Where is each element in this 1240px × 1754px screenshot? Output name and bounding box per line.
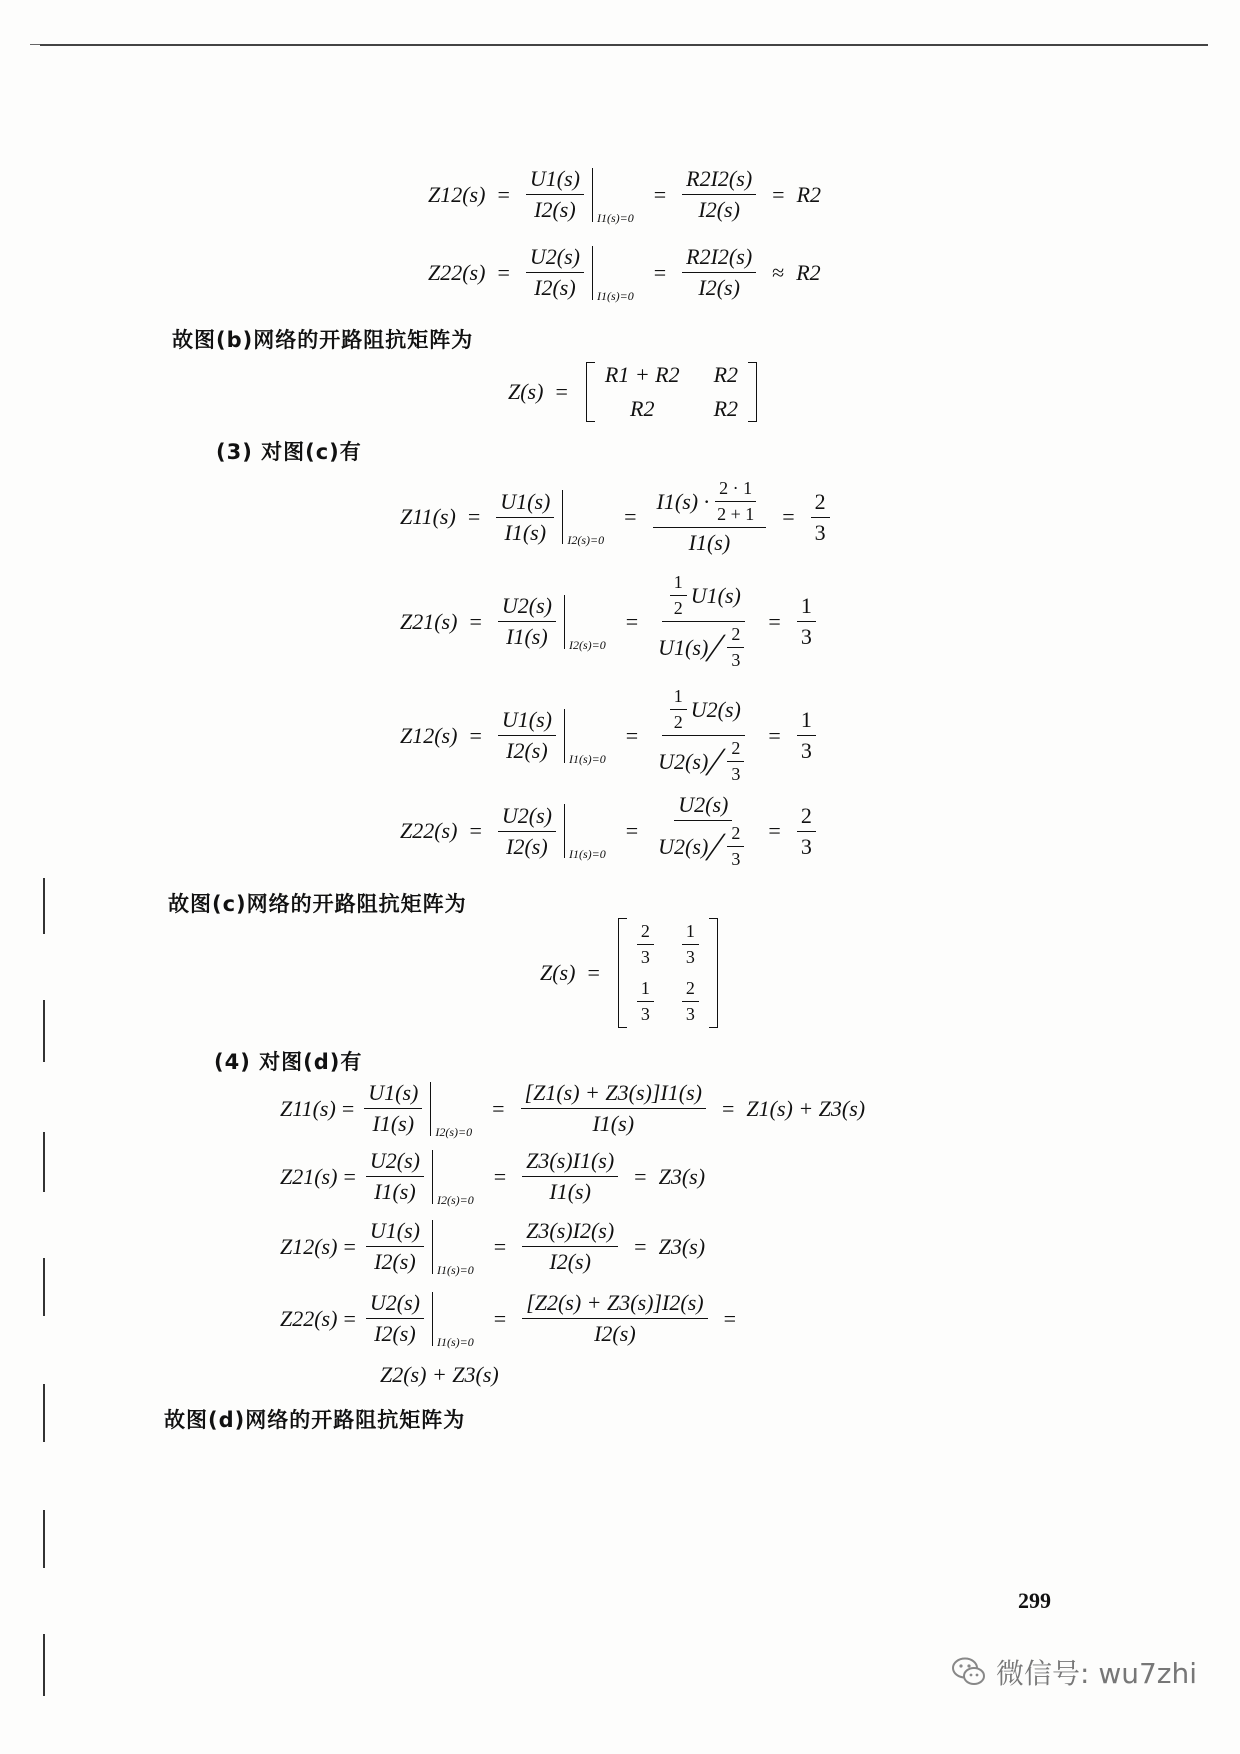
numerator: U1(s) [526, 166, 584, 195]
numerator: [Z2(s) + Z3(s)]I2(s) [522, 1290, 707, 1319]
numerator [662, 572, 745, 622]
evaluation-bar [564, 709, 606, 766]
equals-sign: = [653, 181, 667, 207]
fraction [654, 572, 752, 671]
denominator [654, 821, 752, 870]
equals-sign: = [624, 504, 637, 529]
evaluation-bar [592, 168, 634, 225]
eq-lhs: Z12(s) [400, 722, 458, 748]
fraction [713, 478, 758, 525]
b-conclusion-text: 故图(b)网络的开路阻抗矩阵为 [172, 328, 474, 352]
equation-d-z11 [280, 1080, 865, 1137]
denominator-term: U1(s) [658, 634, 709, 660]
equals-sign: = [493, 1233, 507, 1259]
equals-sign: = [625, 722, 639, 748]
margin-mark [43, 1510, 45, 1568]
numerator: 1 [797, 593, 816, 622]
denominator [654, 622, 752, 671]
right-bracket [748, 362, 757, 422]
denominator: I2(s) [594, 1321, 636, 1346]
equation-c-z22 [400, 792, 820, 870]
eq-lhs: Z21(s) [400, 608, 458, 634]
denominator: I2(s) [506, 738, 548, 763]
numerator: Z3(s)I1(s) [522, 1148, 618, 1177]
numerator: 2 [811, 489, 830, 518]
matrix-cell: R2 [630, 396, 655, 421]
numerator: 2 [682, 978, 699, 1002]
fraction [366, 1290, 424, 1347]
denominator: 3 [731, 764, 741, 784]
condition: I2(s)=0 [435, 1124, 473, 1139]
fraction [797, 593, 816, 650]
numerator: Z3(s)I2(s) [522, 1218, 618, 1247]
denominator: I1(s) [504, 519, 547, 545]
numerator: [Z1(s) + Z3(s)]I1(s) [521, 1080, 706, 1109]
numerator: U2(s) [674, 792, 732, 821]
equals-sign: = [493, 1305, 507, 1331]
denominator: I2(s) [374, 1321, 416, 1346]
fraction [670, 686, 687, 733]
margin-mark [43, 1258, 45, 1316]
fraction [366, 1218, 424, 1275]
fraction [498, 707, 556, 764]
equals-sign: = [625, 818, 639, 843]
equation-d-z21 [280, 1148, 705, 1205]
top-rule [40, 44, 1208, 46]
matrix-grid [595, 358, 748, 426]
equals-sign: = [768, 722, 781, 748]
evaluation-bar [564, 595, 606, 652]
condition: I2(s)=0 [567, 533, 605, 547]
equation-c-z12 [400, 686, 820, 785]
numerator: U2(s) [366, 1290, 424, 1319]
equals-sign: = [341, 1095, 355, 1121]
equation-c-z11 [400, 478, 834, 556]
fraction [797, 707, 816, 764]
eq-result: Z2(s) + Z3(s) [380, 1362, 499, 1387]
numerator: 2 [727, 738, 744, 762]
numerator: U2(s) [366, 1148, 424, 1177]
matrix-cell: R2 [713, 396, 739, 421]
equals-sign: = [634, 1163, 647, 1189]
denominator: I1(s) [592, 1111, 635, 1136]
equals-sign: = [492, 1095, 505, 1121]
equation-d-z22-continued [380, 1362, 499, 1388]
eq-lhs: Z11(s) [400, 504, 456, 529]
fraction [521, 1080, 706, 1137]
denominator-term: U2(s) [658, 833, 709, 859]
denominator: 3 [800, 624, 812, 649]
evaluation-bar [592, 246, 634, 303]
margin-mark [43, 1000, 45, 1062]
equals-sign: = [721, 1095, 735, 1121]
margin-mark [43, 1634, 45, 1696]
margin-mark [43, 1132, 45, 1192]
equals-sign: = [768, 608, 781, 634]
numerator: 2 · 1 [715, 478, 756, 502]
equals-sign: = [343, 1163, 356, 1189]
numerator [653, 478, 767, 528]
fraction [498, 593, 556, 650]
denominator: I2(s) [534, 197, 576, 222]
denominator: I2(s) [374, 1249, 416, 1274]
equals-sign: = [467, 504, 481, 529]
equals-sign: = [625, 608, 639, 634]
evaluation-bar [562, 490, 605, 547]
equation-b-z12 [428, 166, 821, 223]
equals-sign: = [343, 1305, 356, 1331]
fraction [654, 792, 752, 870]
matrix-c [540, 918, 718, 1028]
denominator: I1(s) [372, 1111, 415, 1136]
denominator: 2 [673, 712, 683, 732]
watermark [952, 1652, 1197, 1692]
fraction [727, 738, 744, 785]
page-number: 299 [1018, 1588, 1051, 1613]
denominator: 3 [685, 947, 695, 967]
equals-sign: = [782, 504, 795, 529]
equation-d-z12 [280, 1218, 705, 1275]
fraction [682, 244, 756, 301]
matrix-cell: R2 [713, 362, 739, 387]
equals-sign: = [343, 1233, 356, 1259]
numerator: 1 [637, 978, 654, 1002]
numerator [662, 686, 745, 736]
eq-result: Z1(s) + Z3(s) [746, 1095, 866, 1121]
numerator: R2I2(s) [682, 166, 756, 195]
equals-sign: = [469, 722, 482, 748]
condition: I1(s)=0 [596, 288, 634, 303]
denominator-term: U2(s) [658, 748, 709, 774]
numerator-term: U2(s) [690, 696, 741, 722]
denominator: 3 [731, 849, 741, 869]
denominator: I2(s) [534, 275, 576, 300]
left-bracket [586, 362, 595, 422]
denominator: I1(s) [506, 624, 548, 649]
equals-sign: = [772, 181, 785, 207]
equals-sign: = [497, 181, 510, 207]
eq-lhs: Z22(s) [400, 818, 458, 843]
condition: I1(s)=0 [596, 210, 634, 225]
slash: / [702, 625, 730, 670]
denominator: 2 + 1 [717, 504, 755, 524]
evaluation-bar [564, 804, 606, 861]
equals-sign: = [493, 1163, 507, 1189]
denominator: I2(s) [506, 833, 548, 859]
fraction [811, 489, 830, 546]
fraction [682, 166, 756, 223]
evaluation-bar [432, 1220, 474, 1277]
numerator: 2 [637, 921, 654, 945]
d-heading-text: (4) 对图(d)有 [214, 1050, 363, 1074]
fraction [797, 803, 816, 860]
slash: / [702, 739, 730, 784]
left-bracket [618, 918, 627, 1028]
condition: I1(s)=0 [436, 1334, 474, 1349]
wechat-icon [952, 1657, 986, 1687]
numerator: 2 [797, 803, 816, 832]
denominator: I1(s) [688, 530, 731, 555]
numerator: R2I2(s) [682, 244, 756, 273]
numerator: U1(s) [496, 489, 554, 518]
condition: I2(s)=0 [568, 637, 606, 652]
denominator: I1(s) [549, 1179, 591, 1204]
condition: I2(s)=0 [436, 1192, 474, 1207]
equals-sign: = [497, 259, 510, 285]
equals-sign: = [768, 818, 781, 843]
condition: I1(s)=0 [568, 847, 606, 861]
denominator: I2(s) [698, 197, 740, 222]
denominator: I2(s) [549, 1249, 591, 1274]
fraction [727, 823, 744, 870]
fraction [364, 1080, 422, 1137]
numerator: 1 [670, 572, 687, 596]
numerator: 2 [727, 823, 744, 847]
denominator: 2 [673, 598, 683, 618]
eq-result: Z3(s) [658, 1163, 706, 1189]
eq-lhs: Z11(s) [280, 1095, 336, 1121]
matrix-cell: R1 + R2 [604, 362, 680, 387]
fraction [366, 1148, 424, 1205]
denominator [654, 736, 752, 785]
equals-sign: = [469, 608, 482, 634]
fraction [727, 624, 744, 671]
evaluation-bar [432, 1292, 474, 1349]
equals-sign: = [653, 259, 667, 285]
numerator: 1 [670, 686, 687, 710]
eq-lhs: Z12(s) [428, 181, 486, 207]
right-bracket [709, 918, 718, 1028]
c-heading-text: (3) 对图(c)有 [216, 440, 362, 464]
eq-lhs: Z21(s) [280, 1163, 338, 1189]
evaluation-bar [430, 1082, 473, 1139]
equation-b-z22 [428, 244, 821, 301]
denominator: 3 [640, 1004, 650, 1024]
matrix-b [508, 358, 757, 426]
equation-c-z21 [400, 572, 820, 671]
fraction [522, 1148, 618, 1205]
matrix-cell [682, 921, 699, 968]
watermark-text: 微信号: wu7zhi [996, 1657, 1198, 1690]
fraction [654, 686, 752, 785]
equals-sign: = [723, 1305, 737, 1331]
evaluation-bar [432, 1150, 474, 1207]
matrix [586, 358, 757, 426]
numerator: U1(s) [364, 1080, 422, 1109]
matrix-lhs: Z(s) [540, 960, 576, 985]
fraction [522, 1218, 618, 1275]
matrix-cell [637, 978, 654, 1025]
eq-result: R2 [796, 259, 821, 285]
denominator: 3 [800, 833, 812, 859]
numerator: 2 [727, 624, 744, 648]
matrix-grid [627, 919, 709, 1027]
fraction [498, 803, 556, 860]
matrix-lhs: Z(s) [508, 379, 544, 404]
numerator: U2(s) [498, 803, 556, 832]
condition: I1(s)=0 [436, 1262, 474, 1277]
equals-sign: = [587, 960, 600, 985]
approx-sign: ≈ [772, 259, 785, 285]
denominator: I2(s) [698, 275, 740, 300]
eq-result: R2 [796, 181, 822, 207]
fraction [653, 478, 767, 556]
numerator: 1 [682, 921, 699, 945]
c-conclusion-text: 故图(c)网络的开路阻抗矩阵为 [168, 892, 467, 916]
numerator-term: I1(s) · [656, 488, 710, 514]
denominator: 3 [800, 738, 812, 763]
numerator: U2(s) [526, 244, 584, 273]
slash: / [702, 824, 730, 869]
matrix-cell [682, 978, 699, 1025]
margin-mark [43, 878, 45, 934]
d-conclusion-text: 故图(d)网络的开路阻抗矩阵为 [164, 1408, 466, 1432]
fraction [522, 1290, 707, 1347]
condition: I1(s)=0 [568, 751, 606, 766]
denominator: 3 [640, 947, 650, 967]
denominator: 3 [731, 650, 741, 670]
numerator: U1(s) [366, 1218, 424, 1247]
eq-result: Z3(s) [658, 1233, 706, 1259]
eq-lhs: Z22(s) [428, 259, 486, 285]
equals-sign: = [555, 379, 568, 404]
fraction [670, 572, 687, 619]
matrix-cell [637, 921, 654, 968]
equals-sign: = [634, 1233, 647, 1259]
matrix [618, 918, 718, 1028]
denominator: 3 [685, 1004, 695, 1024]
fraction [496, 489, 554, 546]
denominator: 3 [814, 519, 826, 545]
equation-d-z22 [280, 1290, 748, 1347]
equals-sign: = [469, 818, 482, 843]
eq-lhs: Z12(s) [280, 1233, 338, 1259]
numerator-term: U1(s) [690, 582, 741, 608]
fraction [526, 244, 584, 301]
margin-mark [43, 1384, 45, 1442]
numerator: U1(s) [498, 707, 556, 736]
fraction [526, 166, 584, 223]
eq-lhs: Z22(s) [280, 1305, 338, 1331]
numerator: 1 [797, 707, 816, 736]
numerator: U2(s) [498, 593, 556, 622]
denominator: I1(s) [374, 1179, 416, 1204]
